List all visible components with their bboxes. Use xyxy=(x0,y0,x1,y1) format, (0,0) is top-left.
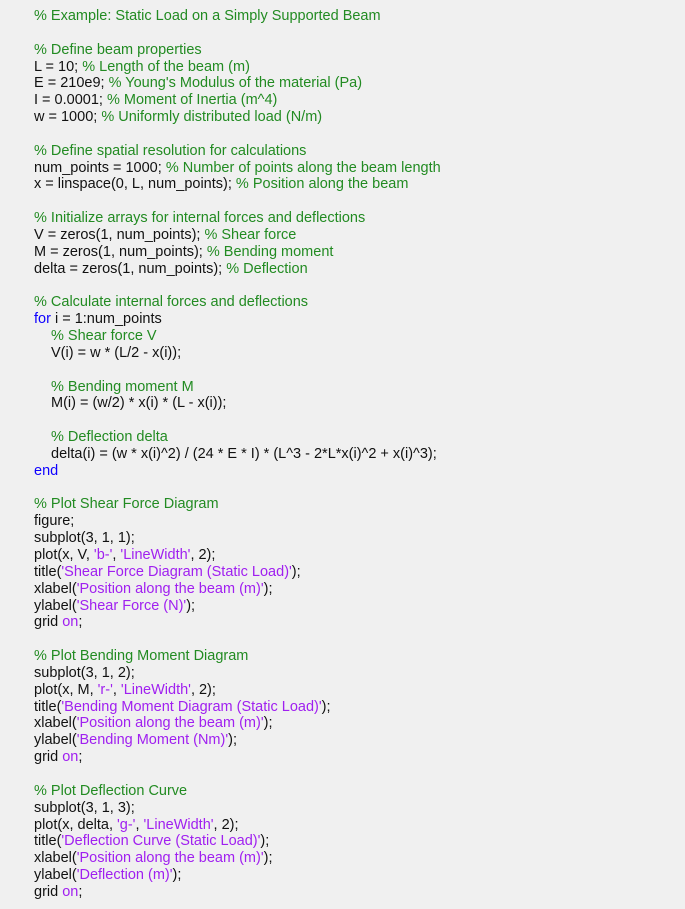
code-text: xlabel( xyxy=(34,580,77,597)
code-line xyxy=(34,850,685,867)
code-text: ); xyxy=(263,580,273,597)
code-string: 'Shear Force Diagram (Static Load)' xyxy=(61,563,292,580)
code-line xyxy=(34,682,685,699)
code-text: subplot(3, 1, 1); xyxy=(34,530,135,547)
code-line xyxy=(34,581,685,598)
code-line xyxy=(34,25,685,42)
code-comment: % Shear force xyxy=(204,226,297,243)
code-string: on xyxy=(62,614,79,631)
code-comment: % Plot Shear Force Diagram xyxy=(34,496,219,513)
code-text: ); xyxy=(186,597,196,614)
code-comment: % Example: Static Load on a Simply Supported Beam xyxy=(34,8,381,24)
code-keyword: for xyxy=(34,311,51,328)
code-line xyxy=(34,59,685,76)
code-string: on xyxy=(62,749,79,766)
code-text: ); xyxy=(291,563,301,580)
code-keyword: end xyxy=(34,462,59,479)
code-text: I = 0.0001; xyxy=(34,92,107,109)
code-comment: % Bending moment M xyxy=(51,378,194,395)
code-line xyxy=(34,176,685,193)
code-text: ); xyxy=(260,833,270,850)
code-text: delta = zeros(1, num_points); xyxy=(34,260,227,277)
code-string: 'LineWidth' xyxy=(120,681,191,698)
code-text: xlabel( xyxy=(34,850,77,867)
code-line xyxy=(34,749,685,766)
code-string: 'Shear Force (N)' xyxy=(76,597,187,614)
code-line xyxy=(34,513,685,530)
code-text: E = 210e9; xyxy=(34,75,109,92)
code-text: i = 1:num_points xyxy=(50,311,162,328)
code-text: grid xyxy=(34,883,63,900)
code-string: 'LineWidth' xyxy=(143,816,214,833)
code-text: xlabel( xyxy=(34,715,77,732)
code-comment: % Deflection xyxy=(226,260,308,277)
code-text: ); xyxy=(228,732,237,749)
code-text: , 2); xyxy=(213,816,239,833)
code-comment: % Calculate internal forces and deflections xyxy=(34,294,309,311)
code-line xyxy=(34,732,685,749)
code-string: 'Position along the beam (m)' xyxy=(76,850,264,867)
code-text: , xyxy=(135,816,144,833)
code-line xyxy=(34,530,685,547)
code-text: ); xyxy=(263,715,273,732)
code-text: ylabel( xyxy=(34,597,77,614)
code-line xyxy=(34,126,685,143)
code-text: , xyxy=(112,547,121,563)
code-line xyxy=(34,210,685,227)
code-line xyxy=(34,496,685,513)
code-line xyxy=(34,833,685,850)
code-line xyxy=(34,362,685,379)
code-text: ); xyxy=(321,698,331,715)
code-text: , 2); xyxy=(190,681,216,698)
code-text: grid xyxy=(34,614,63,631)
code-line xyxy=(34,480,685,497)
code-line xyxy=(34,379,685,396)
code-line xyxy=(34,547,685,564)
code-text: figure; xyxy=(34,513,75,530)
code-text: subplot(3, 1, 2); xyxy=(34,664,135,681)
code-comment: % Plot Bending Moment Diagram xyxy=(34,648,249,665)
code-text: subplot(3, 1, 3); xyxy=(34,799,135,816)
code-text: ylabel( xyxy=(34,732,77,749)
code-line xyxy=(34,244,685,261)
code-text: ; xyxy=(78,614,83,631)
code-text: w = 1000; xyxy=(34,109,102,126)
code-comment: % Initialize arrays for internal forces and deflections xyxy=(34,210,366,227)
code-text: plot(x, V, xyxy=(34,547,94,563)
code-line xyxy=(34,446,685,463)
code-comment: % Young's Modulus of the material (Pa) xyxy=(108,75,363,92)
code-line xyxy=(34,8,685,25)
code-comment: % Uniformly distributed load (N/m) xyxy=(101,109,323,126)
code-line xyxy=(34,92,685,109)
code-line xyxy=(34,564,685,581)
code-line xyxy=(34,311,685,328)
code-line xyxy=(34,261,685,278)
code-comment: % Number of points along the beam length xyxy=(165,159,441,176)
code-text: num_points = 1000; xyxy=(34,159,166,176)
code-line xyxy=(34,766,685,783)
code-text: ; xyxy=(78,883,83,900)
code-line xyxy=(34,328,685,345)
code-line xyxy=(34,278,685,295)
code-text: plot(x, M, xyxy=(34,681,98,698)
code-line xyxy=(34,699,685,716)
code-line xyxy=(34,429,685,446)
code-line xyxy=(34,800,685,817)
code-string: 'Position along the beam (m)' xyxy=(76,715,264,732)
code-line xyxy=(34,598,685,615)
code-text: V(i) = w * (L/2 - x(i)); xyxy=(51,344,182,361)
code-text: delta(i) = (w * x(i)^2) / (24 * E * I) * (L^3 - 2*L*x(i)^2 + x(i)^3); xyxy=(51,445,437,462)
code-comment: % Length of the beam (m) xyxy=(82,58,250,75)
code-string: 'b-' xyxy=(93,547,113,563)
code-string: 'Bending Moment Diagram (Static Load)' xyxy=(61,698,322,715)
code-text: ylabel( xyxy=(34,867,77,884)
code-text: L = 10; xyxy=(34,58,83,75)
code-line xyxy=(34,345,685,362)
code-line xyxy=(34,884,685,901)
code-line xyxy=(34,160,685,177)
code-text: , 2); xyxy=(190,547,216,563)
code-comment: % Shear force V xyxy=(51,328,157,345)
code-text: ); xyxy=(172,867,182,884)
code-string: 'LineWidth' xyxy=(120,547,191,563)
code-line xyxy=(34,665,685,682)
code-text: , xyxy=(112,681,121,698)
code-line xyxy=(34,294,685,311)
code-comment: % Define beam properties xyxy=(34,41,202,58)
code-text: V = zeros(1, num_points); xyxy=(34,226,205,243)
code-comment: % Deflection delta xyxy=(51,429,168,446)
code-line xyxy=(34,412,685,429)
code-line xyxy=(34,817,685,834)
code-line xyxy=(34,715,685,732)
code-line xyxy=(34,463,685,480)
code-text: title( xyxy=(34,698,62,715)
code-text: M = zeros(1, num_points); xyxy=(34,243,207,260)
code-string: 'Deflection Curve (Static Load)' xyxy=(61,833,261,850)
code-line xyxy=(34,75,685,92)
code-string: 'r-' xyxy=(97,681,113,698)
code-comment: % Define spatial resolution for calculations xyxy=(34,142,307,159)
code-string: 'Position along the beam (m)' xyxy=(76,580,264,597)
code-line xyxy=(34,783,685,800)
code-text: title( xyxy=(34,563,62,580)
code-line xyxy=(34,109,685,126)
code-line xyxy=(34,648,685,665)
code-comment: % Bending moment xyxy=(206,243,334,260)
code-line xyxy=(34,395,685,412)
code-string: 'Bending Moment (Nm)' xyxy=(76,732,229,749)
code-text: ); xyxy=(263,850,273,867)
code-comment: % Moment of Inertia (m^4) xyxy=(106,92,278,109)
code-text: M(i) = (w/2) * x(i) * (L - x(i)); xyxy=(51,395,227,412)
code-line xyxy=(34,227,685,244)
code-line xyxy=(34,631,685,648)
code-line xyxy=(34,193,685,210)
code-text: grid xyxy=(34,749,63,766)
code-line xyxy=(34,143,685,160)
code-string: on xyxy=(62,883,79,900)
code-line xyxy=(34,42,685,59)
code-comment: % Plot Deflection Curve xyxy=(34,782,188,799)
code-comment: % Position along the beam xyxy=(235,176,409,193)
code-text: x = linspace(0, L, num_points); xyxy=(34,176,236,193)
code-line xyxy=(34,614,685,631)
code-string: 'Deflection (m)' xyxy=(76,867,173,884)
code-text: title( xyxy=(34,833,62,850)
code-line xyxy=(34,867,685,884)
code-string: 'g-' xyxy=(117,816,136,833)
code-text: ; xyxy=(78,749,83,766)
code-text: plot(x, delta, xyxy=(34,816,118,833)
